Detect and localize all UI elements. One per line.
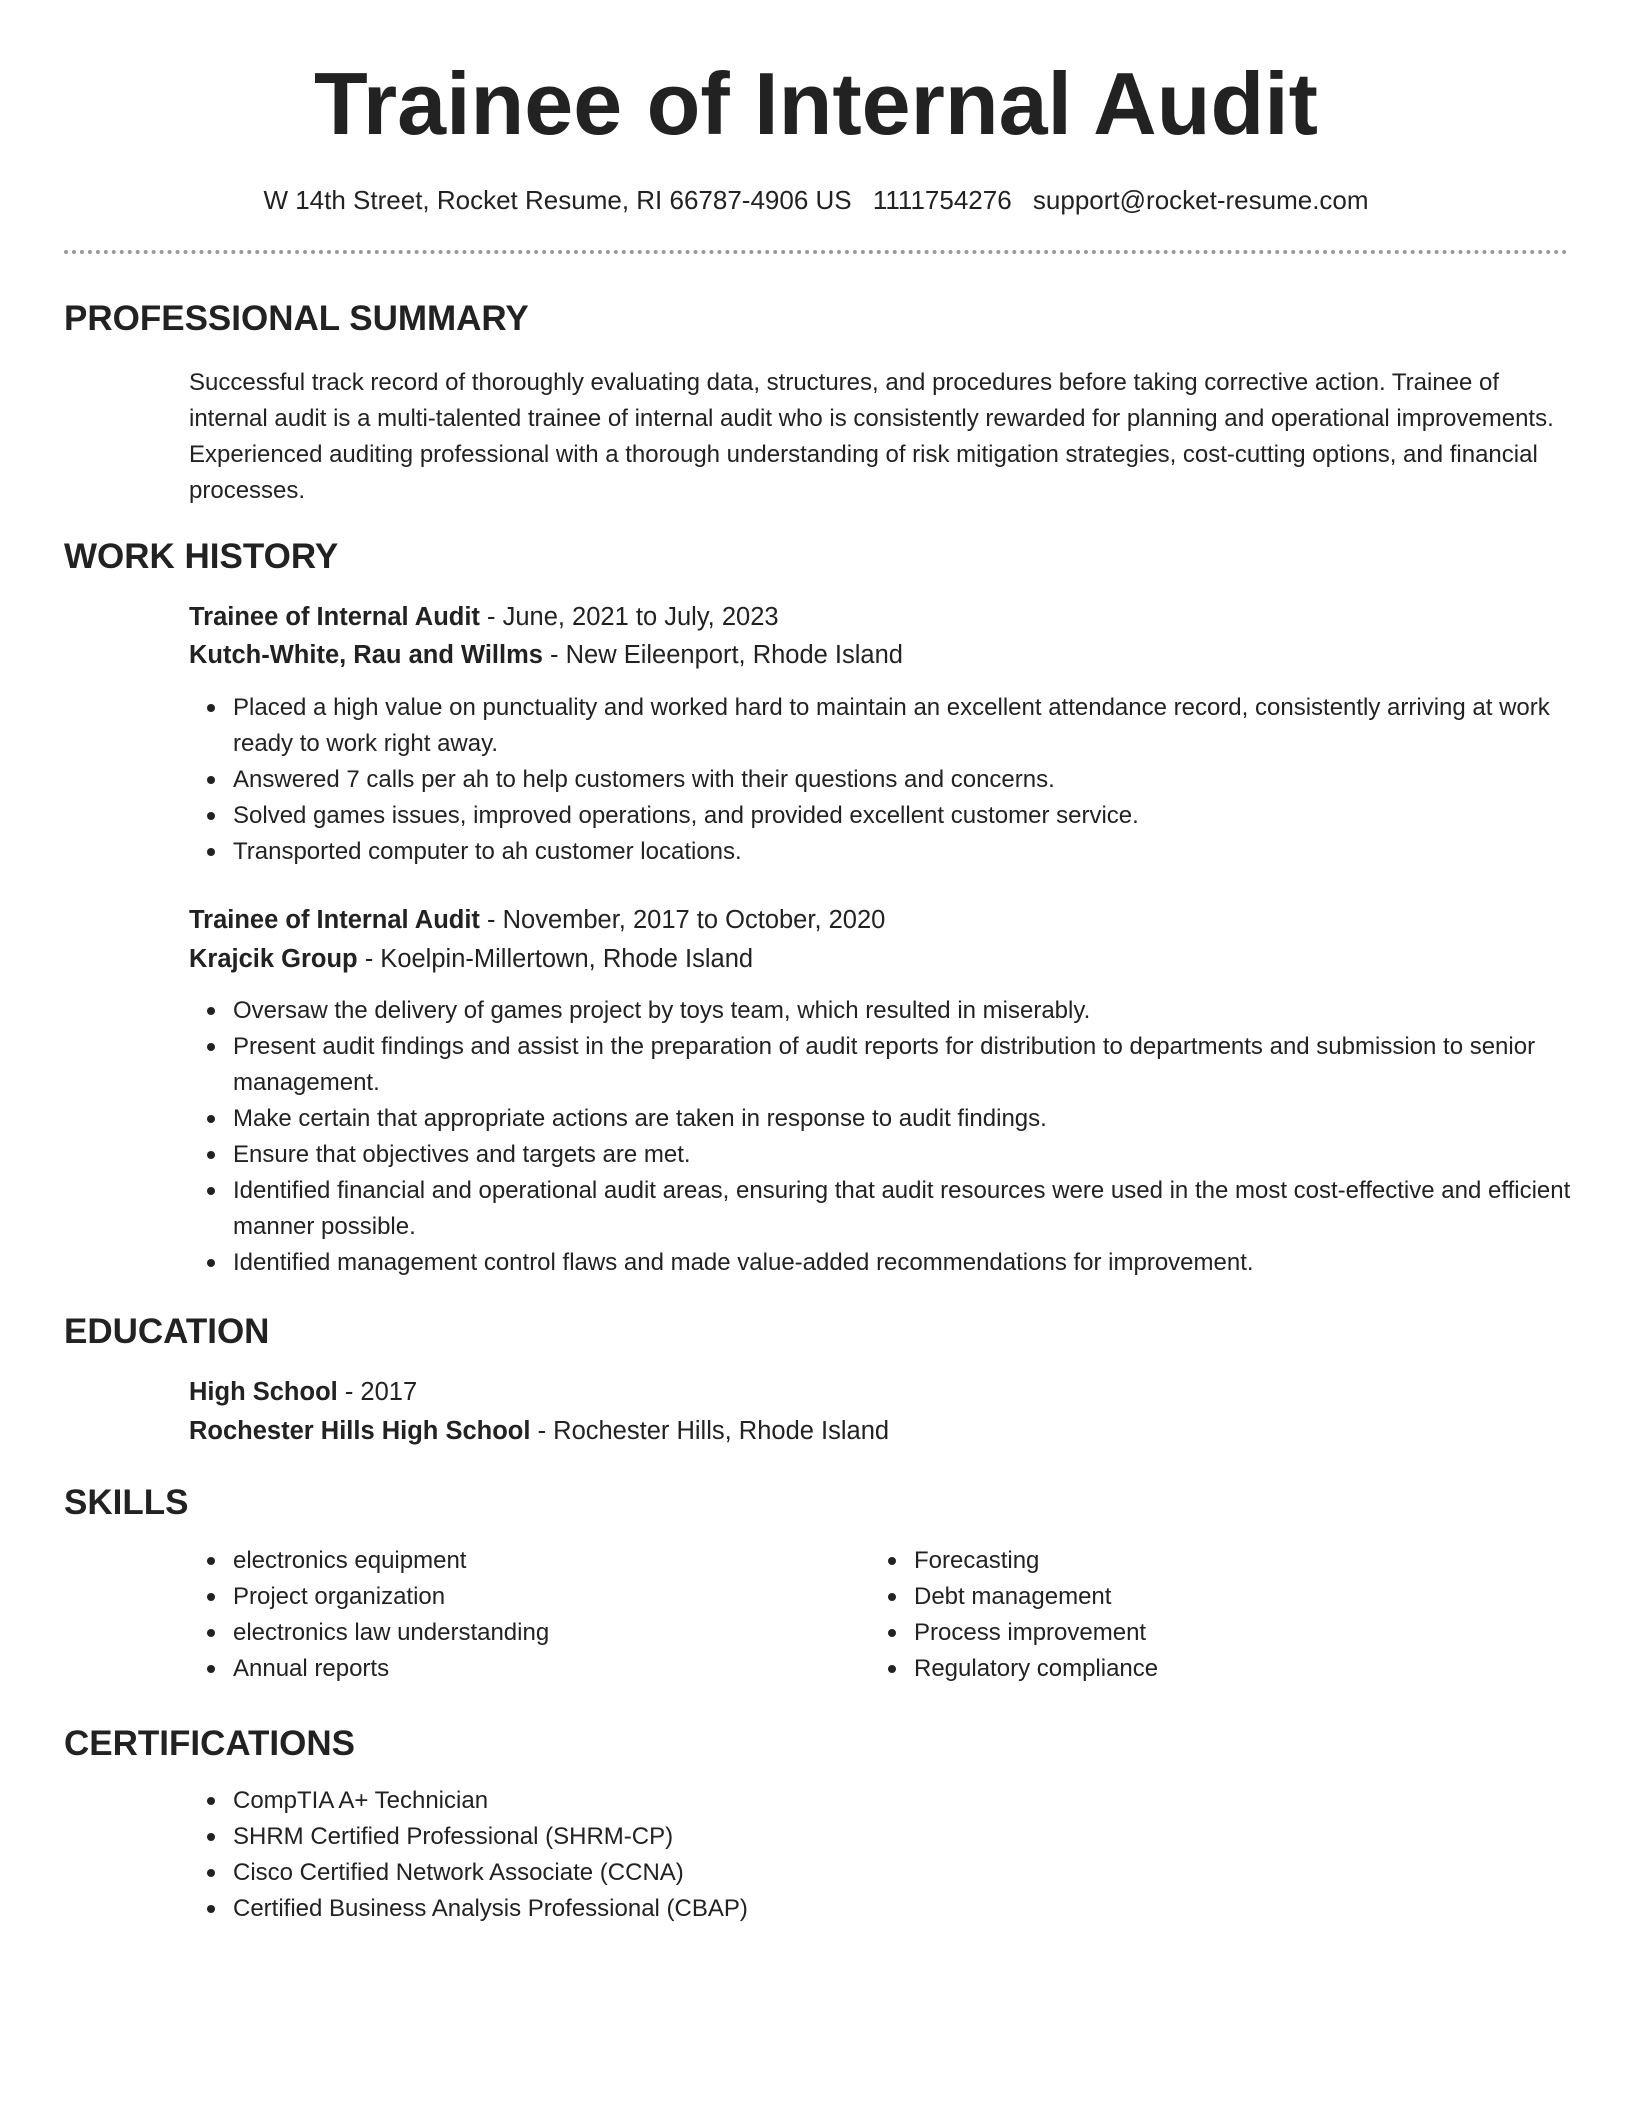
job-1-role: Trainee of Internal Audit (189, 603, 480, 631)
job-2-role: Trainee of Internal Audit (189, 906, 480, 934)
list-item: Forecasting (914, 1543, 1534, 1579)
job-2-dates: - November, 2017 to October, 2020 (487, 906, 886, 934)
education-year: - 2017 (344, 1378, 418, 1406)
contact-line (0, 182, 1632, 218)
list-item: electronics equipment (233, 1543, 853, 1579)
job-2-title-line (189, 902, 885, 938)
contact-email: support@rocket-resume.com (1032, 185, 1369, 215)
list-item: Cisco Certified Network Associate (CCNA) (233, 1855, 1605, 1891)
list-item: Placed a high value on punctuality and worked hard to maintain an excellent attendance record, consistently arriving at work ready to work right away. (233, 690, 1605, 762)
list-item: Project organization (233, 1579, 853, 1615)
list-item: Ensure that objectives and targets are met. (233, 1137, 1605, 1173)
list-item: Certified Business Analysis Professional (CBAP) (233, 1891, 1605, 1927)
summary-heading: PROFESSIONAL SUMMARY (64, 299, 529, 338)
education-location: - Rochester Hills, Rhode Island (537, 1417, 890, 1445)
list-item: Identified management control flaws and made value-added recommendations for improvement. (233, 1245, 1605, 1281)
job-1-company: Kutch-White, Rau and Willms (189, 641, 543, 669)
contact-address: W 14th Street, Rocket Resume, RI 66787-4906 US (263, 185, 852, 215)
job-1-bullets (189, 690, 1605, 870)
list-item: Make certain that appropriate actions are taken in response to audit findings. (233, 1101, 1605, 1137)
education-degree-line (189, 1374, 417, 1410)
job-1-title-line (189, 599, 779, 635)
list-item: Oversaw the delivery of games project by toys team, which resulted in miserably. (233, 993, 1605, 1029)
job-2-bullets (189, 993, 1605, 1281)
header-divider (64, 250, 1568, 254)
list-item: Solved games issues, improved operations, and provided excellent customer service. (233, 798, 1605, 834)
list-item: Annual reports (233, 1651, 853, 1687)
education-school-line (189, 1413, 889, 1449)
list-item: CompTIA A+ Technician (233, 1783, 1605, 1819)
list-item: SHRM Certified Professional (SHRM-CP) (233, 1819, 1605, 1855)
skills-heading: SKILLS (64, 1483, 189, 1522)
skills-list-left (189, 1543, 853, 1687)
list-item: Process improvement (914, 1615, 1534, 1651)
job-1-location: - New Eileenport, Rhode Island (550, 641, 903, 669)
job-2-location: - Koelpin-Millertown, Rhode Island (364, 945, 754, 973)
list-item: Regulatory compliance (914, 1651, 1534, 1687)
list-item: Transported computer to ah customer locations. (233, 834, 1605, 870)
certifications-heading: CERTIFICATIONS (64, 1724, 356, 1763)
contact-phone: 1111754276 (872, 185, 1012, 215)
job-1-company-line (189, 637, 903, 673)
list-item: Present audit findings and assist in the preparation of audit reports for distribution to departments and submission to senior management. (233, 1029, 1605, 1101)
list-item: Debt management (914, 1579, 1534, 1615)
skills-list-right (870, 1543, 1534, 1687)
resume-name: Trainee of Internal Audit (314, 54, 1318, 153)
certifications-list (189, 1783, 1605, 1927)
list-item: electronics law understanding (233, 1615, 853, 1651)
education-degree: High School (189, 1378, 338, 1406)
job-2-company: Krajcik Group (189, 945, 358, 973)
education-school: Rochester Hills High School (189, 1417, 531, 1445)
list-item: Answered 7 calls per ah to help customers with their questions and concerns. (233, 762, 1605, 798)
work-history-heading: WORK HISTORY (64, 537, 339, 576)
job-1-dates: - June, 2021 to July, 2023 (487, 603, 779, 631)
education-heading: EDUCATION (64, 1312, 270, 1351)
job-2-company-line (189, 941, 753, 977)
summary-text: Successful track record of thoroughly evaluating data, structures, and procedures before taking corrective action. Trainee of internal audit is a multi-talented trainee of internal audit who is consistently rewarded for planning and operational improvements. Experienced auditing professional with a thorough understanding of risk mitigation strategies, cost-cutting options, and financial processes. (189, 369, 1554, 504)
list-item: Identified financial and operational audit areas, ensuring that audit resources were used in the most cost-effective and efficient manner possible. (233, 1173, 1605, 1245)
